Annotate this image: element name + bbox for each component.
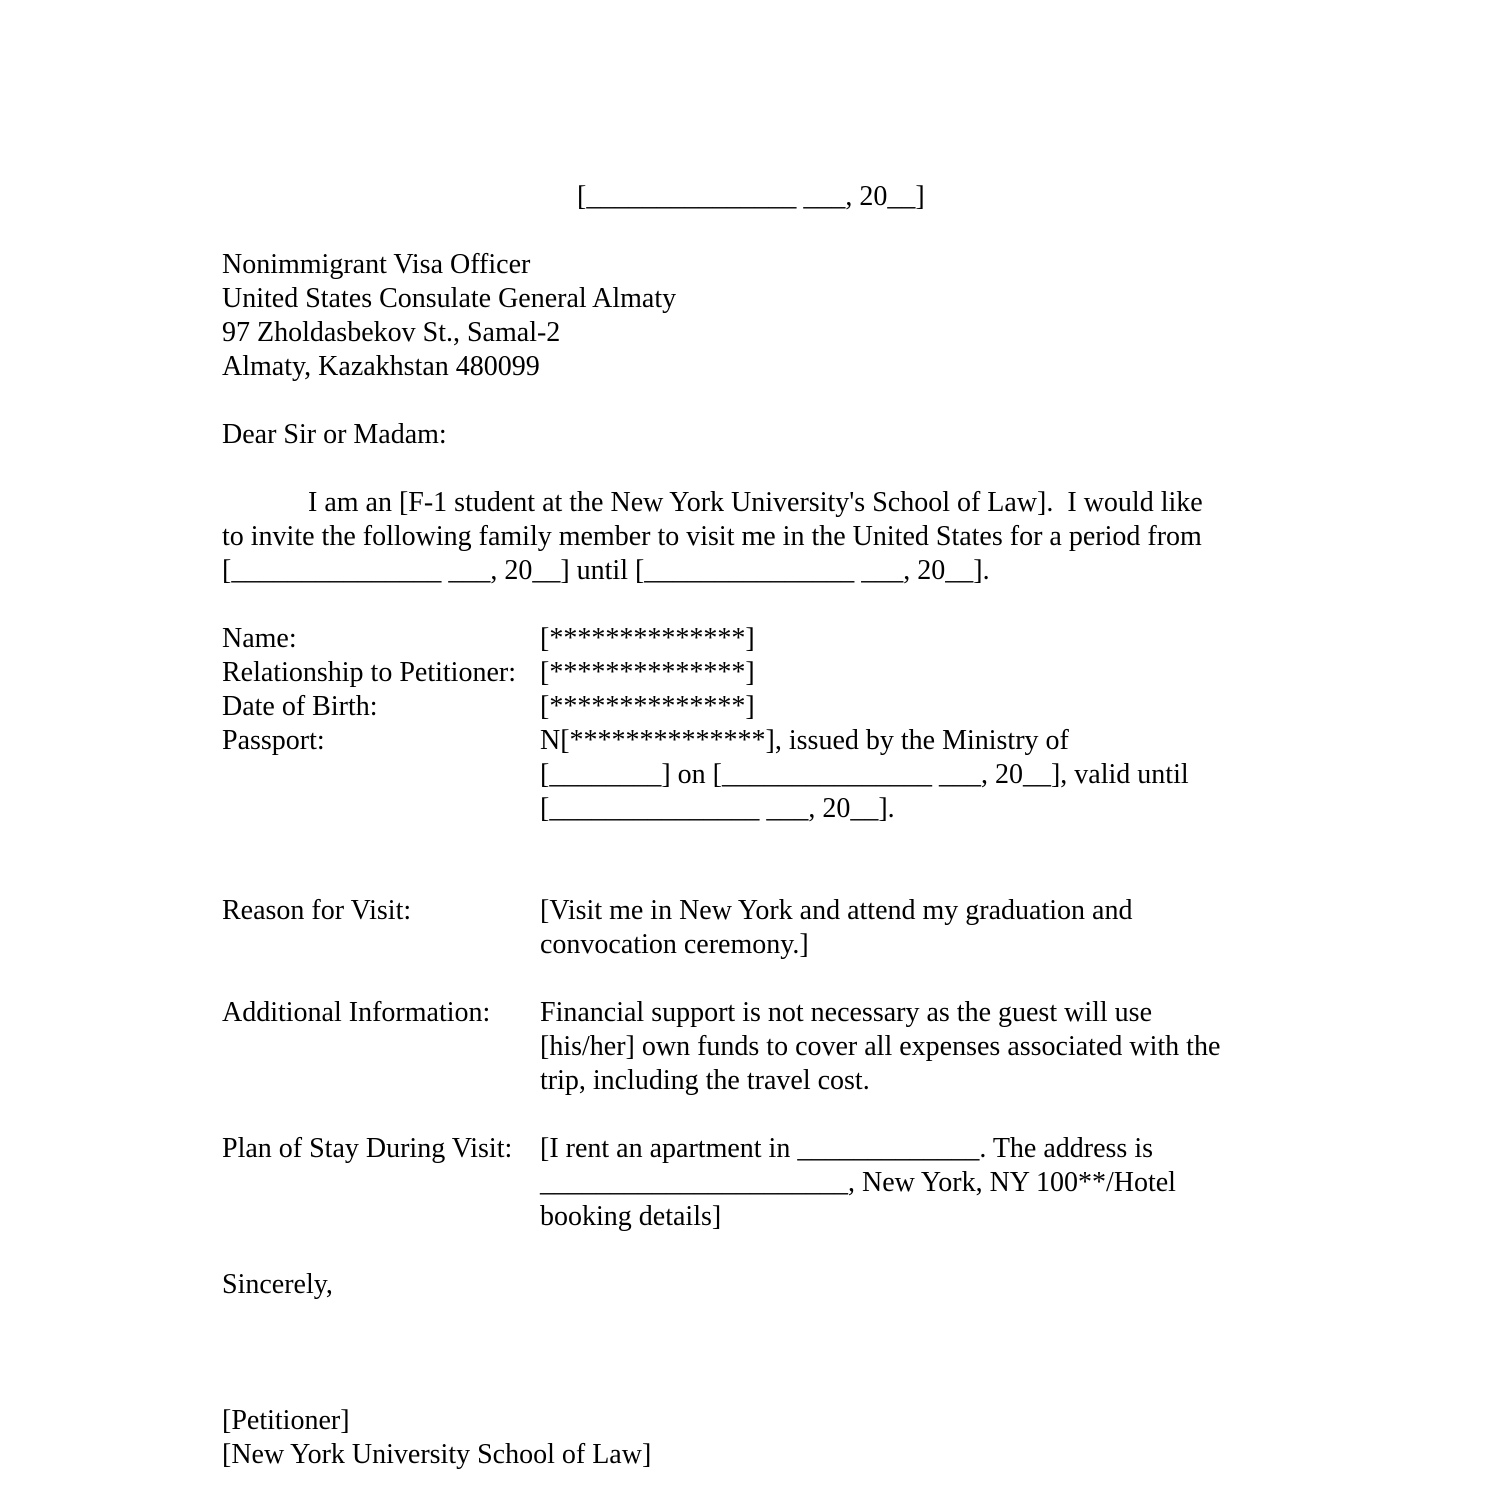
name-label: Name: <box>222 623 297 654</box>
intro-line: [_______________ ___, 20__] until [_______________ ___, 20__]. <box>222 555 990 586</box>
closing: Sincerely, <box>222 1269 333 1300</box>
recipient-address-block <box>222 248 1292 384</box>
intro-line: I am an [F-1 student at the New York University's School of Law]. I would like <box>308 487 1203 518</box>
signature-petitioner: [Petitioner] <box>222 1405 350 1436</box>
field-row-additional <box>222 996 1292 1098</box>
date-blank-line: [_______________ ___, 20__] <box>577 181 925 212</box>
additional-value-line: trip, including the travel cost. <box>540 1065 870 1096</box>
dob-label: Date of Birth: <box>222 691 378 722</box>
additional-value-line: [his/her] own funds to cover all expenses associated with the <box>540 1031 1221 1062</box>
name-value: [**************] <box>540 623 755 654</box>
reason-value-line: convocation ceremony.] <box>540 929 809 960</box>
additional-value-line: Financial support is not necessary as the guest will use <box>540 997 1152 1028</box>
signature-school: [New York University School of Law] <box>222 1439 652 1470</box>
additional-value <box>540 996 1292 1098</box>
field-row-dob <box>222 690 1292 724</box>
passport-value-line: N[**************], issued by the Ministry of <box>540 725 1069 756</box>
detail-fields <box>222 622 1292 1234</box>
reason-label: Reason for Visit: <box>222 895 412 926</box>
relationship-label: Relationship to Petitioner: <box>222 657 516 688</box>
plan-label: Plan of Stay During Visit: <box>222 1133 513 1164</box>
plan-value <box>540 1132 1292 1234</box>
recipient-title: Nonimmigrant Visa Officer <box>222 249 531 280</box>
letter-content <box>222 180 1292 1472</box>
plan-value-line: booking details] <box>540 1201 722 1232</box>
plan-value-line: [I rent an apartment in _____________. The address is <box>540 1133 1154 1164</box>
additional-label: Additional Information: <box>222 997 491 1028</box>
relationship-value: [**************] <box>540 657 755 688</box>
reason-value <box>540 894 1292 962</box>
recipient-city: Almaty, Kazakhstan 480099 <box>222 351 540 382</box>
passport-value <box>540 724 1292 826</box>
passport-label: Passport: <box>222 725 325 756</box>
plan-value-line: ______________________, New York, NY 100**/Hotel <box>540 1167 1176 1198</box>
signature-block <box>222 1404 1292 1472</box>
passport-value-line: [_______________ ___, 20__]. <box>540 793 895 824</box>
salutation: Dear Sir or Madam: <box>222 419 447 450</box>
passport-value-line: [________] on [_______________ ___, 20__], valid until <box>540 759 1189 790</box>
dob-value: [**************] <box>540 691 755 722</box>
intro-paragraph <box>222 486 1292 588</box>
recipient-street: 97 Zholdasbekov St., Samal-2 <box>222 317 561 348</box>
intro-line: to invite the following family member to visit me in the United States for a period from <box>222 521 1202 552</box>
field-row-name <box>222 622 1292 656</box>
field-row-relationship <box>222 656 1292 690</box>
reason-value-line: [Visit me in New York and attend my graduation and <box>540 895 1133 926</box>
field-row-reason <box>222 894 1292 962</box>
field-row-passport <box>222 724 1292 826</box>
field-row-plan <box>222 1132 1292 1234</box>
recipient-organization: United States Consulate General Almaty <box>222 283 677 314</box>
